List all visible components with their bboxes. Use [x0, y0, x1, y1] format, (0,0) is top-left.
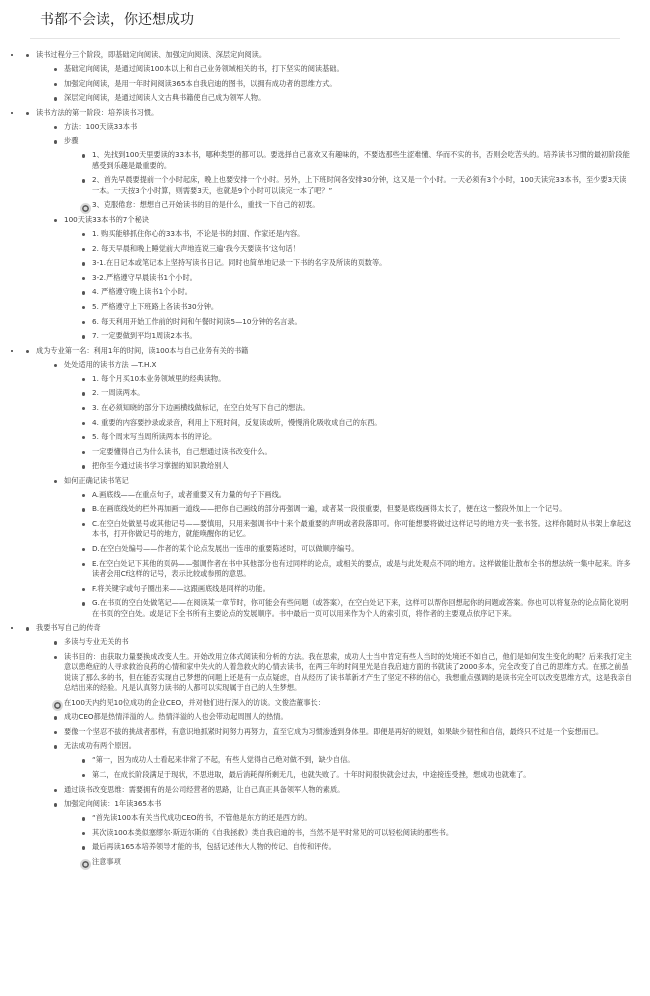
outline-node[interactable]: [78, 584, 632, 594]
outline-node[interactable]: [50, 476, 632, 619]
outline-node[interactable]: [50, 652, 632, 694]
outline-node-text: 通过读书改变思维：需要拥有的是公司经营者的思路，让自己真正具备领军人物的素质。: [64, 784, 345, 794]
outline-node-text: 方法：100天读33本书: [64, 121, 138, 131]
outline-node-text: 3、克服倦怠：想想自己开始读书的目的是什么，重找一下自己的初衷。: [92, 200, 320, 210]
outline-node[interactable]: [78, 461, 632, 471]
outline-node[interactable]: [78, 432, 632, 442]
outline-node[interactable]: [78, 374, 632, 384]
outline-node[interactable]: [78, 244, 632, 254]
outline-node[interactable]: [50, 727, 632, 737]
outline-node-text: • 我要书写自己的传奇: [36, 623, 101, 633]
outline-node-text: 读书目的：由获取力量要换成改变人生。开始改用立体式阅读和分析的方法。我在思索，成功人士当中肯定有些人当时的处境还不如自己，他们是如何发生变化的呢？后来我打定主意以患绝症的人寻求救治良药的心情和家中失火的人着急救火的心情去读书，在两三年的时间里光是自我启迪方面的书就读了2000多本，完全改变了自己的思维方式。在那之前虽说读了那么多的书，但在能否实现自己梦想的问题上还是有一点点疑虑，自从经历了读书革新才产生了坚定不移的信心，我想重点强调的是读书完全可以改变思维方式，这是我亲自总结出来的经验。凡是认真努力读书的人都可以实现属于自己的人生梦想。: [64, 651, 632, 693]
outline-node-text: 3-2.严格遵守早晨读书1个小时。: [92, 272, 197, 282]
outline-node-text: 7. 一定要做到平均1周读2本书。: [92, 331, 197, 341]
outline-node-text: B.在画底线处的栏外再加画一道线——把你自己画线的部分再强调一遍，或者某一段很重要，但要是底线画得太长了，便在这一整段外加上一个记号。: [92, 504, 567, 514]
outline-node[interactable]: [78, 418, 632, 428]
outline-node[interactable]: [78, 273, 632, 283]
outline-node-text: 1. 购买能够抓住你心的33本书，不论是书的封面、作家还是内容。: [92, 228, 305, 238]
outline-node-collapsed[interactable]: [50, 698, 632, 708]
outline-node[interactable]: [78, 504, 632, 514]
outline-node-text: 6. 每天利用开始工作前的时间和午餐时间读5—10分钟的名言录。: [92, 316, 302, 326]
outline-node-text: 基础定向阅读，是通过阅读100本以上和自己业务领域相关的书，打下坚实的阅读基础。: [64, 64, 344, 73]
outline-node[interactable]: [78, 490, 632, 500]
page-title: 书都不会读，你还想成功: [40, 12, 194, 28]
outline-children: [50, 637, 632, 867]
outline-node[interactable]: [78, 302, 632, 312]
outline-node[interactable]: [78, 287, 632, 297]
outline-node[interactable]: [50, 360, 632, 472]
outline-children: [50, 122, 632, 342]
outline-node-text: 加强定向阅读，是用一年时间阅读365本自我启迪的图书，以拥有成功者的思维方式。: [64, 78, 337, 88]
outline-node[interactable]: [78, 813, 632, 823]
outline-node-text: D.在空白处编号——作者的某个论点发展出一连串的重要陈述时，可以做顺序编号。: [92, 544, 359, 554]
outline-node-text: 一定要懂得自己为什么读书，自己想通过读书改变什么。: [92, 446, 272, 456]
outline-children: [50, 64, 632, 104]
outline-node-text: 1、先找到100天里要读的33本书，哪种类型的都可以。要选择自己喜欢又有趣味的，不要选那些生涩难懂、华而不实的书，否则会吃苦头的。培养读书习惯的最初阶段能感受到乐趣是最重要的。: [92, 150, 630, 170]
outline-node[interactable]: [78, 258, 632, 268]
outline-node-text: • 读书方法的第一阶段：培养读书习惯。: [36, 107, 159, 117]
outline-node-text: 4. 严格遵守晚上读书1个小时。: [92, 287, 192, 297]
outline-node[interactable]: [78, 559, 632, 580]
outline-node-text: 在100天内约见10位成功的企业CEO，并对他们进行深入的访谈。文俊浩董事长：: [64, 697, 325, 707]
outline-node-text: 无法成功有两个原因。: [64, 741, 136, 751]
outline-node[interactable]: [50, 799, 632, 867]
outline-node[interactable]: [78, 175, 632, 196]
outline-node-text: 注意事项: [92, 857, 121, 866]
outline-node[interactable]: [22, 108, 632, 342]
outline-node[interactable]: [22, 623, 632, 867]
outline-node[interactable]: [78, 150, 632, 171]
outline-node[interactable]: [78, 544, 632, 554]
outline-node[interactable]: [78, 770, 632, 780]
outline-node[interactable]: [78, 403, 632, 413]
outline-node[interactable]: [22, 346, 632, 619]
outline-node[interactable]: [78, 755, 632, 765]
outline-node-text: 其次读100本类似塞缪尔·斯迈尔斯的《自我拯救》类自我启迪的书，当然不是平时常见的可以轻松阅读的那些书。: [92, 827, 454, 837]
outline-node[interactable]: [78, 317, 632, 327]
outline-node-text: A.画底线——在重点句子，或者重要又有力量的句子下画线。: [92, 489, 286, 499]
outline-node[interactable]: [78, 229, 632, 239]
outline-children: [78, 813, 632, 867]
outline-node-text: 多读与专业无关的书: [64, 637, 129, 647]
outline-node[interactable]: [78, 598, 632, 619]
outline-children: [78, 229, 632, 342]
outline-node-text: 如何正确记读书笔记: [64, 475, 129, 485]
outline-node-text: 加强定向阅读：1年读365本书: [64, 799, 162, 809]
outline-node-text: 4. 重要的内容要抄录或录音，利用上下班时间，反复读或听，慢慢消化吸收成自己的东西。: [92, 417, 382, 427]
outline-node[interactable]: [78, 519, 632, 540]
outline-node-text: 5. 严格遵守上下班路上各读书30分钟。: [92, 301, 219, 311]
outline-node[interactable]: [50, 122, 632, 132]
outline-node-text: 要像一个坚忍不拔的挑战者那样，有意识地抓紧时间努力再努力，直至它成为习惯渗透到身体里。即便是再好的规划，如果缺少韧性和自信，最终只不过是一个妄想而已。: [64, 726, 604, 736]
outline-node-text: 1. 每个月买10本业务领域里的经典读物。: [92, 373, 226, 383]
outline-children: [78, 150, 632, 210]
outline-node-text: • 成为专业第一名：利用1年的时间，读100本与自己业务有关的书籍: [36, 345, 249, 355]
outline-node-text: G.在书页的空白处做笔记——在阅读某一章节时，你可能会有些问题（或答案），在空白处记下来，这样可以帮你回想起你的问题或答案。你也可以将复杂的论点简化说明在书页的空白处。或是记下全书所有主要论点的发展顺序。书中最后一页可以用来作为个人的索引页，将作者的主要观点依序记下来。: [92, 598, 629, 618]
outline-node[interactable]: [50, 215, 632, 342]
outline-tree: [22, 50, 632, 872]
outline-node-text: 最后再读165本培养领导才能的书，包括记述伟大人物的传记、自传和评传。: [92, 842, 336, 852]
outline-node[interactable]: [50, 785, 632, 795]
outline-node-text: “第一，因为成功人士看起来非常了不起，有些人觉得自己绝对做不到，缺少自信。: [92, 755, 355, 765]
outline-children: [78, 490, 632, 619]
outline-node[interactable]: [78, 388, 632, 398]
outline-node[interactable]: [78, 331, 632, 341]
outline-node[interactable]: [78, 828, 632, 838]
outline-children: [78, 755, 632, 780]
outline-node-text: 第二，在成长阶段满足于现状，不思进取，最后消耗得所剩无几，也就失败了。十年时间很快就会过去，中途接连受挫，想成功也就难了。: [92, 770, 531, 780]
outline-node[interactable]: [22, 50, 632, 104]
outline-node-text: 100天读33本书的7个秘诀: [64, 214, 149, 224]
outline-node[interactable]: [50, 741, 632, 780]
outline-node[interactable]: [78, 842, 632, 852]
outline-children: [50, 360, 632, 619]
outline-node-text: 3-1.在日记本或笔记本上坚持写读书日记。同时也简单地记录一下书的名字及所读的页数等。: [92, 258, 387, 268]
outline-node[interactable]: [78, 447, 632, 457]
outline-node-text: F.将关键字或句子圈出来——这跟画底线是同样的功能。: [92, 583, 270, 593]
outline-node[interactable]: [50, 93, 632, 103]
outline-node-text: 2. 每天早晨和晚上睡觉前大声地连说三遍‘我今天要读书’这句话！: [92, 243, 300, 253]
title-divider: [30, 38, 620, 39]
outline-node-text: C.在空白处做星号或其他记号——要慎用，只用来强调书中十来个最重要的声明或者段落即可。你可能想要将做过这样记号的地方夹一张书签。这样你随时从书架上拿起这本书，打开你做记号的地方，就能唤醒你的记忆。: [92, 519, 632, 539]
outline-node-text: “首先读100本有关当代成功CEO的书，不管他是东方的还是西方的。: [92, 813, 312, 823]
outline-node-text: 步骤: [64, 136, 79, 146]
outline-node-text: 5. 每个周末写当周所读两本书的评论。: [92, 432, 217, 442]
outline-node-collapsed[interactable]: [78, 857, 632, 867]
outline-node-text: 3. 在必须知晓的部分下边画横线做标记，在空白处写下自己的想法。: [92, 402, 310, 412]
outline-node-text: 2、首先早晨要提前一个小时起床，晚上也要安排一个小时。另外，上下班时间各安排30分钟，这又是一个小时。一天必须有3个小时，100天读完33本书，至少要3天读一本。一天按3个小时算，则需要3天，也就是9个小时可以读完一本了吧？”: [92, 175, 627, 195]
outline-node[interactable]: [50, 712, 632, 722]
outline-node-text: 处处适用的读书方法 —T.H.X: [64, 359, 157, 369]
outline-node-text: 2. 一周读两本。: [92, 388, 145, 398]
outline-node[interactable]: [50, 64, 632, 74]
outline-node-text: E.在空白处记下其他的页码——强调作者在书中其他部分也有过同样的论点，或相关的要点，或是与此处观点不同的地方。这样做能让散布全书的想法统一集中起来。许多读者会用Cf这样的记号，表示比较或参照的意思。: [92, 558, 631, 579]
outline-node-text: 深层定向阅读，是通过阅读人文古典书籍使自己成为领军人物。: [64, 93, 266, 103]
outline-node-text: • 读书过程分三个阶段，即基础定向阅读、加强定向阅读、深层定向阅读。: [36, 50, 267, 59]
outline-node-text: 成功CEO都是热情洋溢的人。热情洋溢的人也会带动起周围人的热情。: [64, 712, 288, 722]
outline-node-collapsed[interactable]: [78, 200, 632, 210]
outline-node[interactable]: [50, 136, 632, 210]
outline-node-text: 把你至今通过读书学习掌握的知识教给别人: [92, 461, 229, 471]
outline-node[interactable]: [50, 79, 632, 89]
outline-children: [78, 374, 632, 472]
outline-node[interactable]: [50, 637, 632, 647]
